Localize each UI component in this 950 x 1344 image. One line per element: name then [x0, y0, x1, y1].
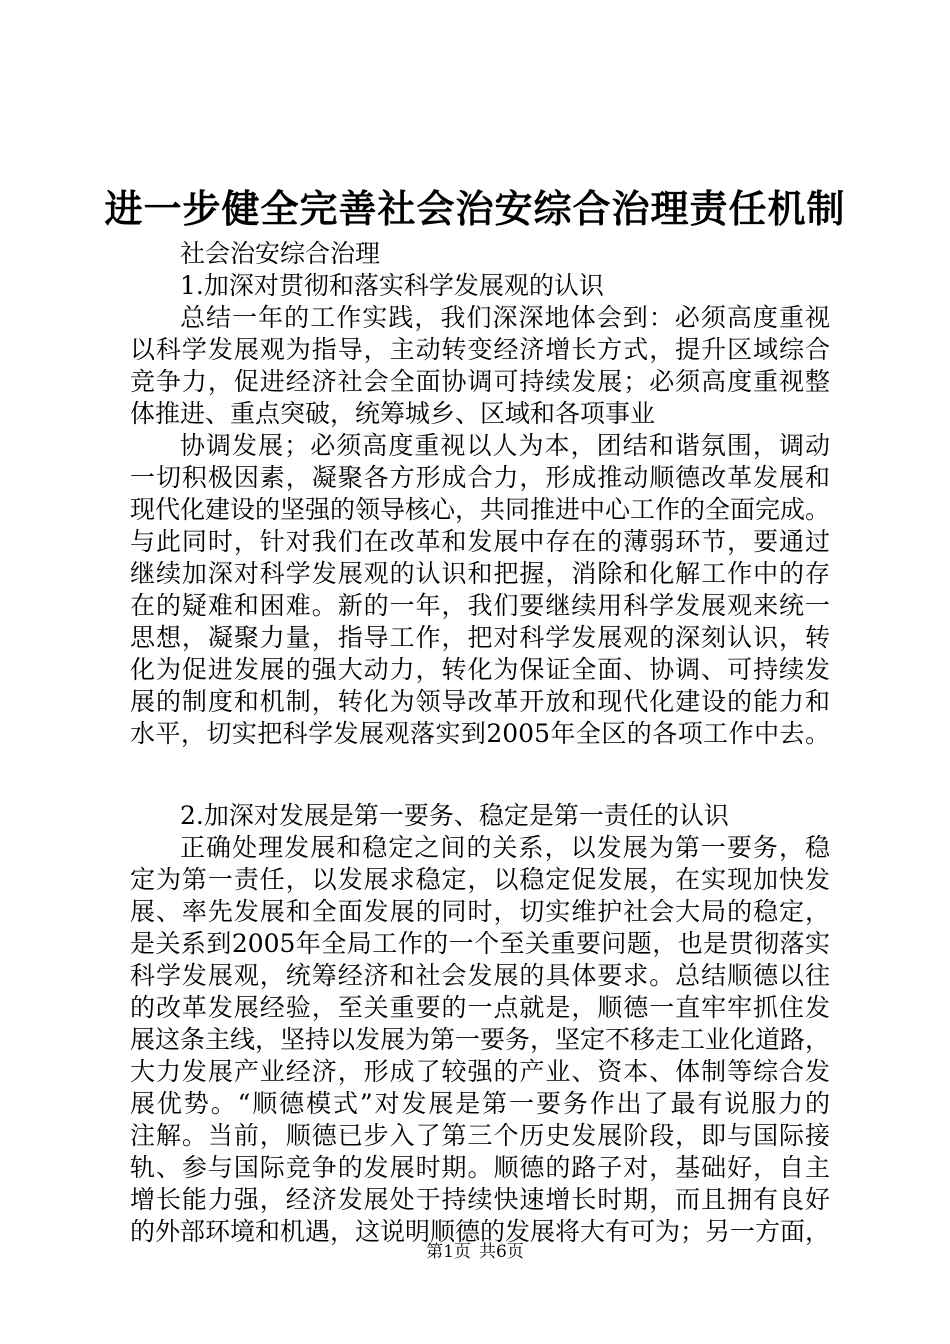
paragraph-gap [130, 750, 830, 800]
paragraph-line: 总结一年的工作实践，我们深深地体会到：必须高度重视 [180, 303, 830, 332]
paragraph-line: 竞争力，促进经济社会全面协调可持续发展；必须高度重视整 [130, 367, 830, 396]
paragraph-line: 注解。当前，顺德已步入了第三个历史发展阶段，即与国际接 [130, 1121, 830, 1150]
paragraph-line: 化为促进发展的强大动力，转化为保证全面、协调、可持续发 [130, 655, 830, 684]
paragraph-line: 展这条主线，坚持以发展为第一要务，坚定不移走工业化道路， [130, 1025, 831, 1054]
paragraph-line: 以科学发展观为指导，主动转变经济增长方式，提升区域综合 [130, 335, 830, 364]
paragraph-line: 是关系到2005年全局工作的一个至关重要问题，也是贯彻落实 [130, 929, 830, 958]
paragraph-line: 增长能力强，经济发展处于持续快速增长时期，而且拥有良好 [130, 1185, 830, 1214]
paragraph-line: 一切积极因素，凝聚各方形成合力，形成推动顺德改革发展和 [130, 463, 830, 492]
paragraph-line: 的改革发展经验，至关重要的一点就是，顺德一直牢牢抓住发 [130, 993, 830, 1022]
paragraph-line: 与此同时，针对我们在改革和发展中存在的薄弱环节，要通过 [130, 527, 830, 556]
paragraph-line: 展的制度和机制，转化为领导改革开放和现代化建设的能力和 [130, 687, 830, 716]
section-heading: 1.加深对贯彻和落实科学发展观的认识 [180, 271, 604, 300]
page-footer [0, 1240, 950, 1264]
paragraph-line: 继续加深对科学发展观的认识和把握，消除和化解工作中的存 [130, 559, 830, 588]
paragraph-line: 在的疑难和困难。新的一年，我们要继续用科学发展观来统一 [130, 591, 830, 620]
paragraph-line: 定为第一责任，以发展求稳定，以稳定促发展，在实现加快发 [130, 865, 830, 894]
page-number: 第1页 [426, 1242, 471, 1262]
document-title: 进一步健全完善社会治安综合治理责任机制 [104, 186, 846, 231]
paragraph-line: 展、率先发展和全面发展的同时，切实维护社会大局的稳定， [130, 897, 830, 926]
paragraph-line: 思想，凝聚力量，指导工作，把对科学发展观的深刻认识，转 [130, 623, 830, 652]
paragraph-line: 科学发展观，统筹经济和社会发展的具体要求。总结顺德以往 [130, 961, 830, 990]
paragraph-line: 正确处理发展和稳定之间的关系，以发展为第一要务，稳 [180, 833, 830, 862]
paragraph-line: 展优势。“顺德模式”对发展是第一要务作出了最有说服力的 [130, 1089, 830, 1118]
subtitle: 社会治安综合治理 [180, 239, 381, 268]
paragraph-line: 大力发展产业经济，形成了较强的产业、资本、体制等综合发 [130, 1057, 830, 1086]
paragraph-line: 的外部环境和机遇，这说明顺德的发展将大有可为；另一方面， [130, 1217, 831, 1246]
paragraph-line: 水平，切实把科学发展观落实到2005年全区的各项工作中去。 [130, 719, 830, 748]
paragraph-line: 现代化建设的坚强的领导核心，共同推进中心工作的全面完成。 [130, 495, 831, 524]
paragraph-line: 体推进、重点突破，统筹城乡、区域和各项事业 [130, 399, 656, 428]
section-heading: 2.加深对发展是第一要务、稳定是第一责任的认识 [180, 801, 729, 830]
document-body [130, 238, 830, 1248]
page-total: 共6页 [479, 1242, 524, 1262]
paragraph-line: 协调发展；必须高度重视以人为本，团结和谐氛围，调动 [180, 431, 830, 460]
paragraph-line: 轨、参与国际竞争的发展时期。顺德的路子对，基础好，自主 [130, 1153, 830, 1182]
